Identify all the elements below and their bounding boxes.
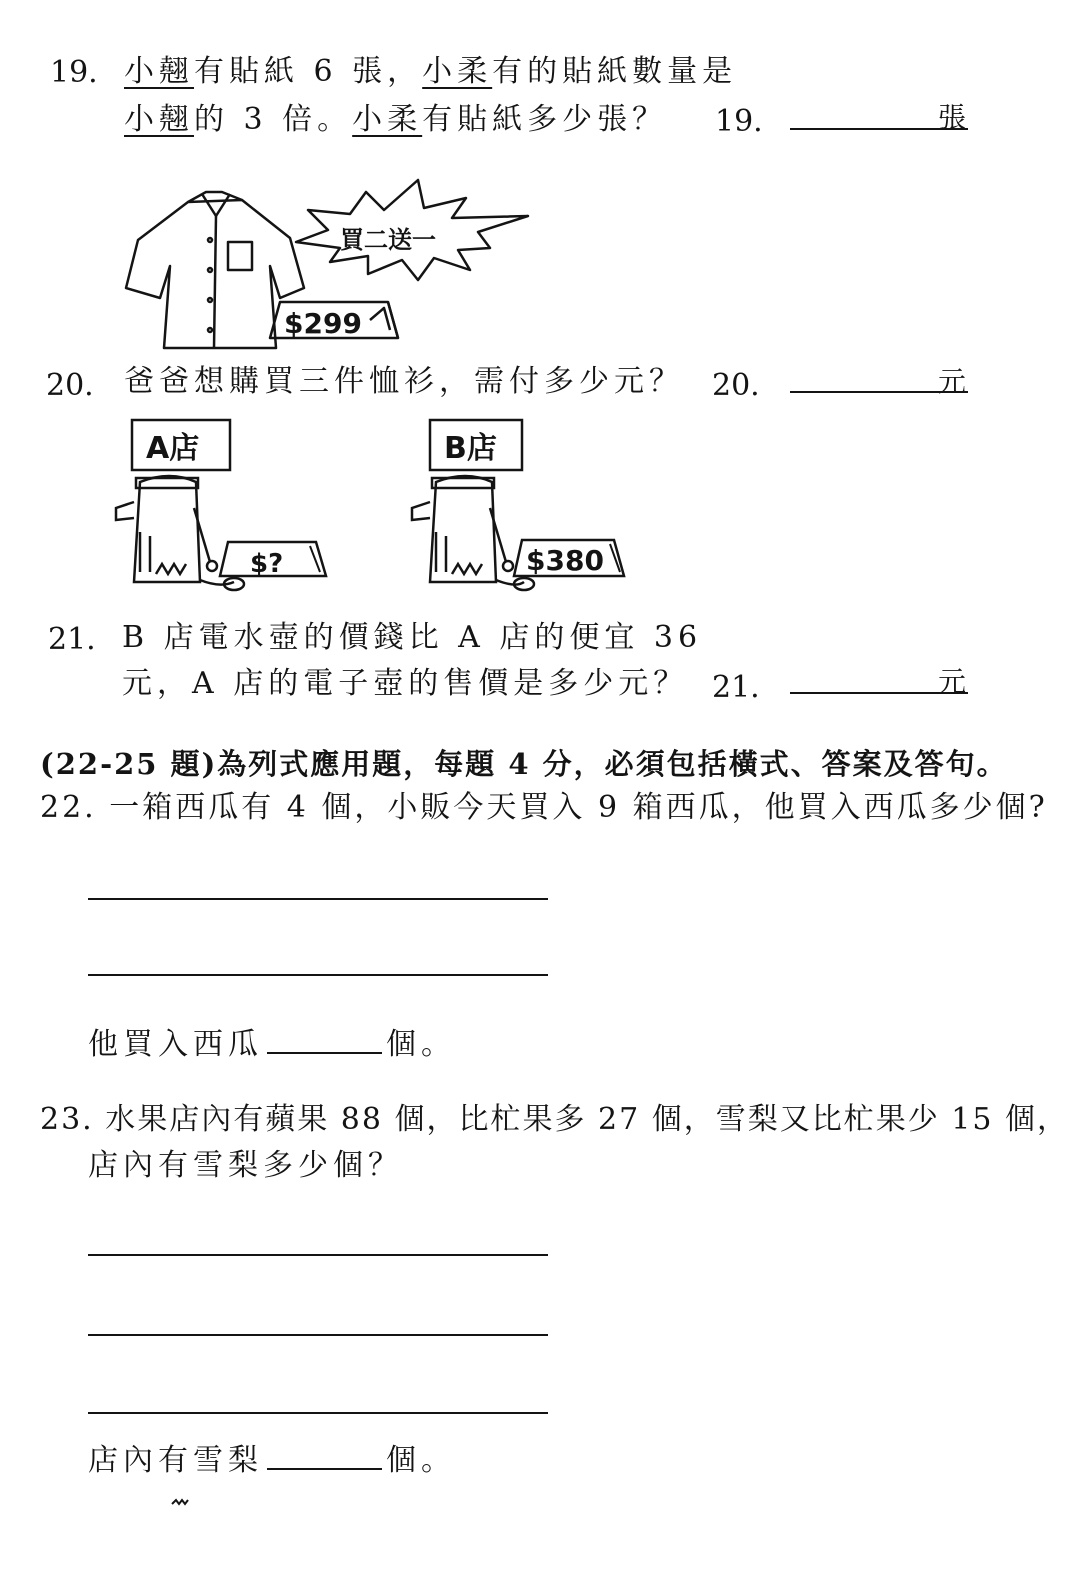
q23-work-line-1[interactable] bbox=[88, 1254, 548, 1256]
q22-answer-suffix: 個。 bbox=[386, 1027, 456, 1062]
q19-name-1: 小翹 bbox=[124, 54, 194, 89]
q19-name-2: 小柔 bbox=[422, 54, 493, 89]
q20-answer-unit: 元 bbox=[938, 365, 967, 398]
q19-text-4: 有貼紙多少張？ bbox=[422, 102, 668, 137]
kettle-a-icon bbox=[116, 476, 244, 590]
q19-number: 19. bbox=[50, 55, 98, 90]
q19-name-4: 小柔 bbox=[352, 102, 423, 137]
q23-answer-suffix: 個。 bbox=[386, 1443, 456, 1478]
q21-answer-unit: 元 bbox=[938, 665, 967, 698]
q22-answer-sentence bbox=[88, 1022, 456, 1067]
q23-answer-sentence bbox=[88, 1438, 456, 1483]
q21-number: 21. bbox=[48, 622, 96, 657]
q22-work-line-2[interactable] bbox=[88, 974, 548, 976]
burst-label: 買二送一 bbox=[340, 226, 436, 254]
stray-mark bbox=[170, 1496, 194, 1508]
q23-work-line-2[interactable] bbox=[88, 1334, 548, 1336]
section-instruction: (22-25 題)為列式應用題，每題 4 分，必須包括橫式、答案及答句。 bbox=[40, 747, 1008, 781]
q21-line2: 元，A 店的電子壺的售價是多少元？ bbox=[122, 666, 689, 701]
q23-work-line-3[interactable] bbox=[88, 1412, 548, 1414]
shirt-illustration bbox=[118, 170, 548, 352]
q21-line1: B 店電水壺的價錢比 A 店的便宜 36 bbox=[122, 620, 703, 655]
q20-number: 20. bbox=[46, 368, 94, 403]
q19-text-3: 的 3 倍。 bbox=[194, 102, 353, 137]
shop-a-label: A店 bbox=[146, 431, 200, 466]
q19-line2 bbox=[124, 98, 667, 142]
q19-name-3: 小翹 bbox=[124, 102, 194, 137]
q20-question: 爸爸想購買三件恤衫，需付多少元？ bbox=[124, 364, 684, 399]
shirt-price-tag: $299 bbox=[284, 307, 362, 340]
q19-text-1: 有貼紙 6 張， bbox=[194, 54, 423, 89]
kettle-illustration-a bbox=[110, 412, 340, 598]
q19-answer-number: 19. bbox=[715, 104, 763, 139]
kettle-illustration-b bbox=[406, 412, 636, 598]
q19-answer-unit: 張 bbox=[938, 101, 967, 134]
q22-question: 22. 一箱西瓜有 4 個，小販今天買入 9 箱西瓜，他買入西瓜多少個? bbox=[40, 790, 1048, 825]
q19-text-2: 有的貼紙數量是 bbox=[492, 54, 738, 89]
q22-work-line-1[interactable] bbox=[88, 898, 548, 900]
shop-b-label: B店 bbox=[444, 431, 497, 466]
q23-answer-blank[interactable] bbox=[267, 1438, 382, 1470]
q20-answer-number: 20. bbox=[712, 368, 760, 403]
q23-line1: 23. 水果店內有蘋果 88 個，比杧果多 27 個，雪梨又比杧果少 15 個， bbox=[40, 1102, 1069, 1137]
q22-answer-prefix: 他買入西瓜 bbox=[88, 1027, 263, 1062]
q23-line2: 店內有雪梨多少個？ bbox=[88, 1148, 403, 1183]
q21-answer-number: 21. bbox=[712, 670, 760, 705]
q19-line1 bbox=[124, 50, 737, 94]
q23-answer-prefix: 店內有雪梨 bbox=[88, 1443, 263, 1478]
price-b-tag: $380 bbox=[526, 544, 604, 577]
price-a-tag: $? bbox=[250, 549, 284, 579]
q22-answer-blank[interactable] bbox=[267, 1022, 382, 1054]
